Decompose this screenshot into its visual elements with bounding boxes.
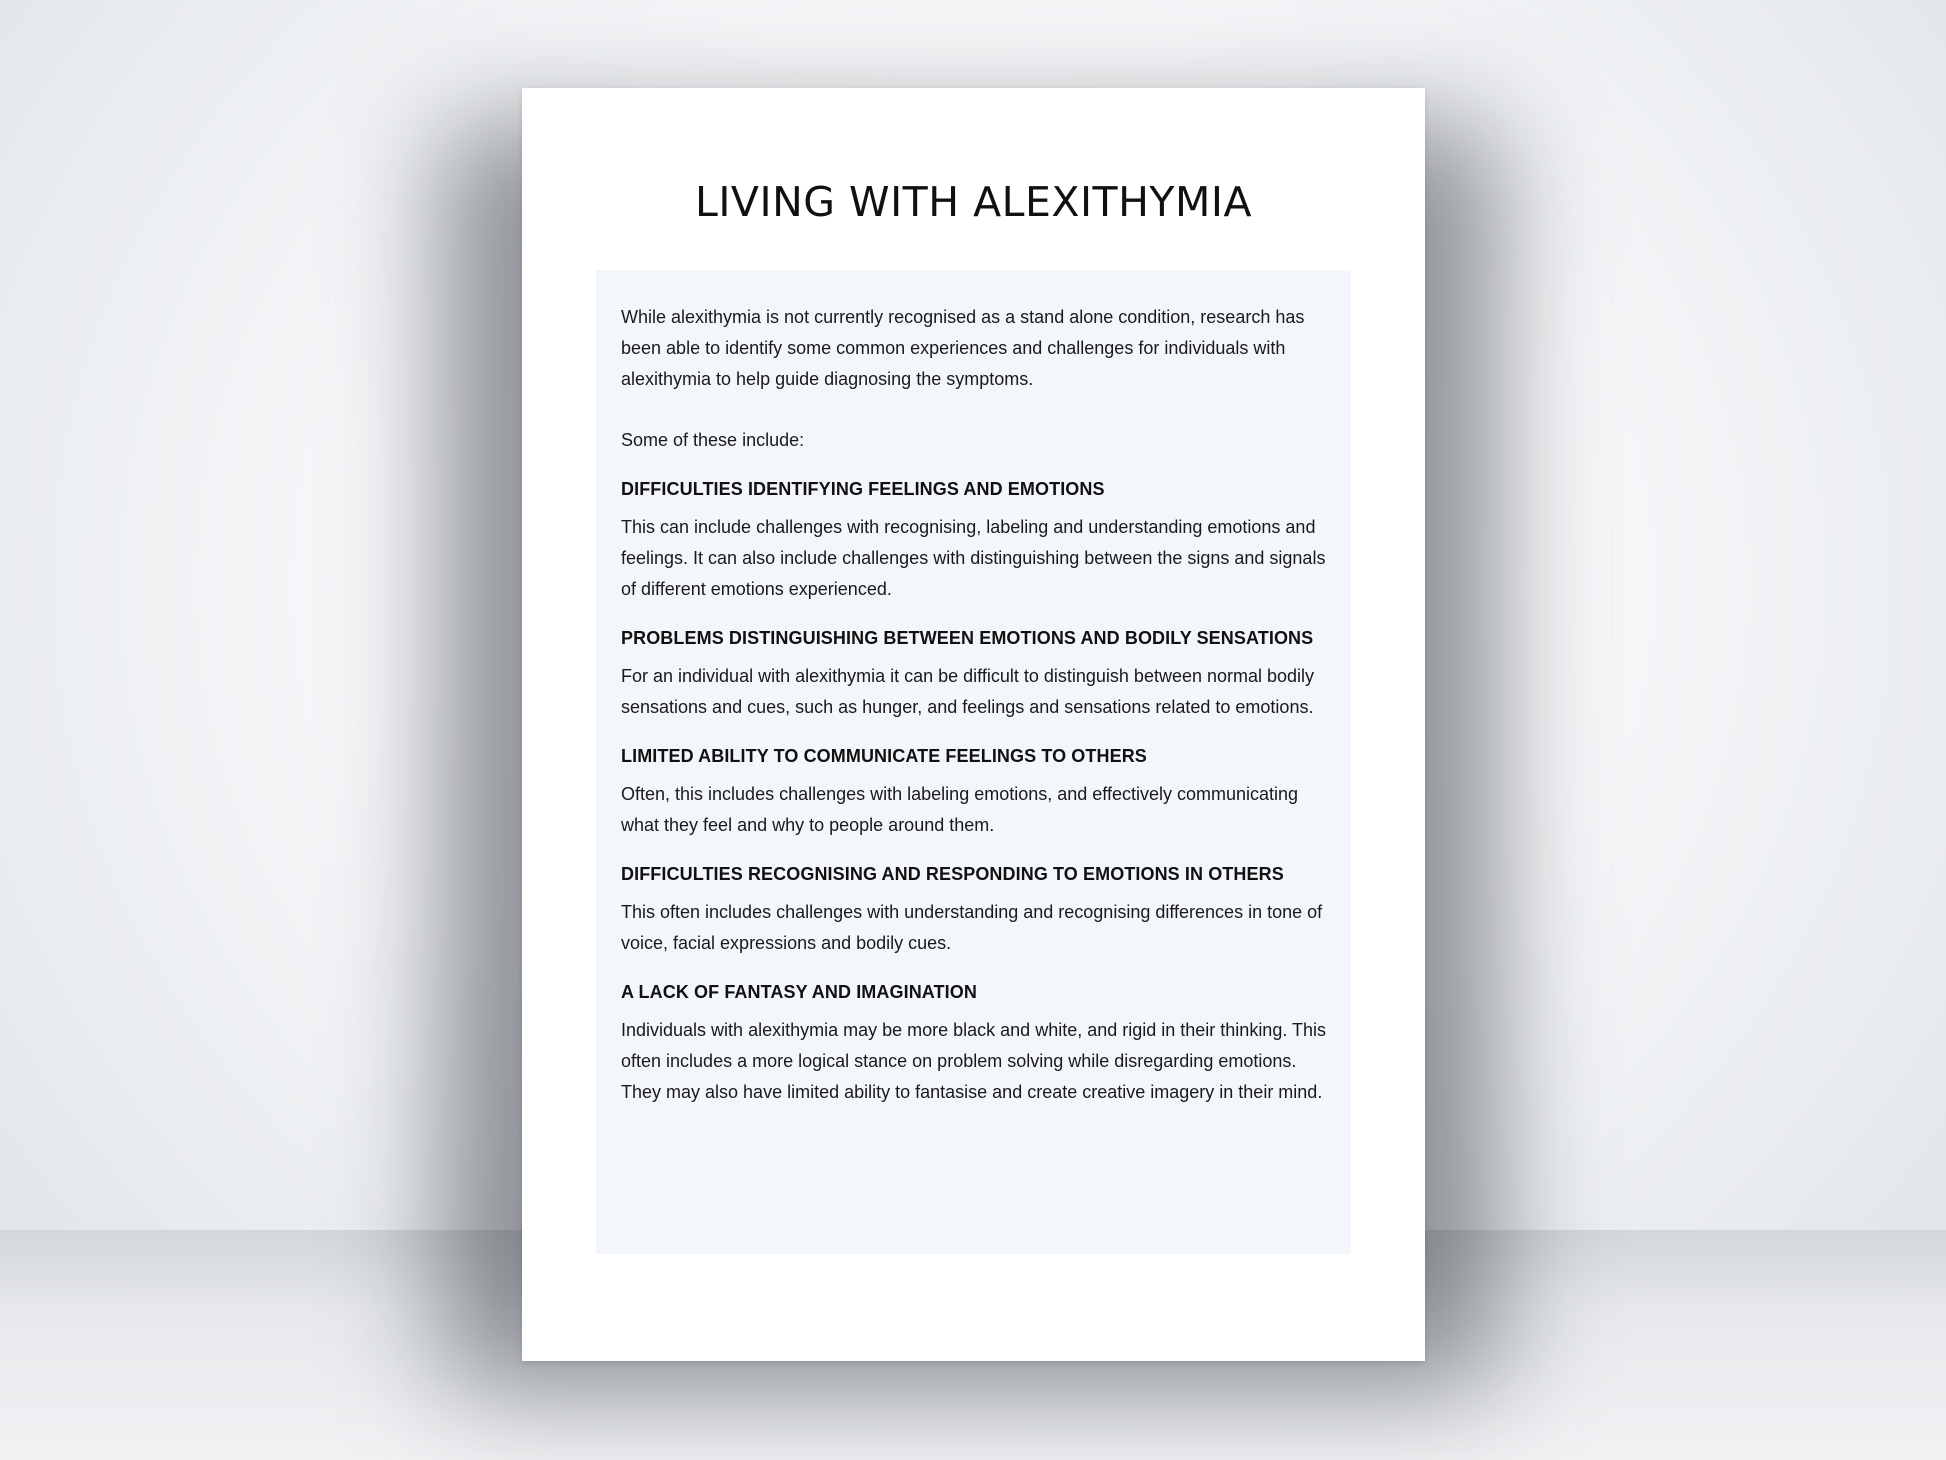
symptom-section xyxy=(621,478,1327,605)
page-title: LIVING WITH ALEXITHYMIA xyxy=(695,178,1252,226)
intro-paragraph: While alexithymia is not currently recognised as a stand alone condition, research has been able to identify some common experiences and challenges for individuals with alexithymia to help guide diagnosing the symptoms. xyxy=(621,307,1305,389)
section-heading: PROBLEMS DISTINGUISHING BETWEEN EMOTIONS AND BODILY SENSATIONS xyxy=(621,628,1314,648)
section-text: This often includes challenges with understanding and recognising differences in tone of voice, facial expressions and bodily cues. xyxy=(621,902,1323,953)
section-text: For an individual with alexithymia it can be difficult to distinguish between normal bodily sensations and cues, such as hunger, and feelings and sensations related to emotions. xyxy=(621,666,1315,717)
section-heading: LIMITED ABILITY TO COMMUNICATE FEELINGS TO OTHERS xyxy=(621,746,1147,766)
lead-paragraph: Some of these include: xyxy=(621,430,805,450)
section-text: Individuals with alexithymia may be more black and white, and rigid in their thinking. This often includes a more logical stance on problem solving while disregarding emotions. They may also have limited ability to fantasise and create creative imagery in their mind. xyxy=(621,1020,1327,1102)
section-heading: A LACK OF FANTASY AND IMAGINATION xyxy=(621,982,977,1002)
symptom-section xyxy=(621,981,1327,1108)
section-text: Often, this includes challenges with labeling emotions, and effectively communicating what they feel and why to people around them. xyxy=(621,784,1299,835)
symptom-section xyxy=(621,745,1327,841)
section-heading: DIFFICULTIES IDENTIFYING FEELINGS AND EMOTIONS xyxy=(621,479,1105,499)
section-text: This can include challenges with recognising, labeling and understanding emotions and feelings. It can also include challenges with distinguishing between the signs and signals of different emotions experienced. xyxy=(621,517,1326,599)
section-heading: DIFFICULTIES RECOGNISING AND RESPONDING TO EMOTIONS IN OTHERS xyxy=(621,864,1284,884)
symptom-section xyxy=(621,627,1327,723)
content-panel xyxy=(596,270,1351,1254)
document-page xyxy=(522,88,1425,1361)
symptom-section xyxy=(621,863,1327,959)
